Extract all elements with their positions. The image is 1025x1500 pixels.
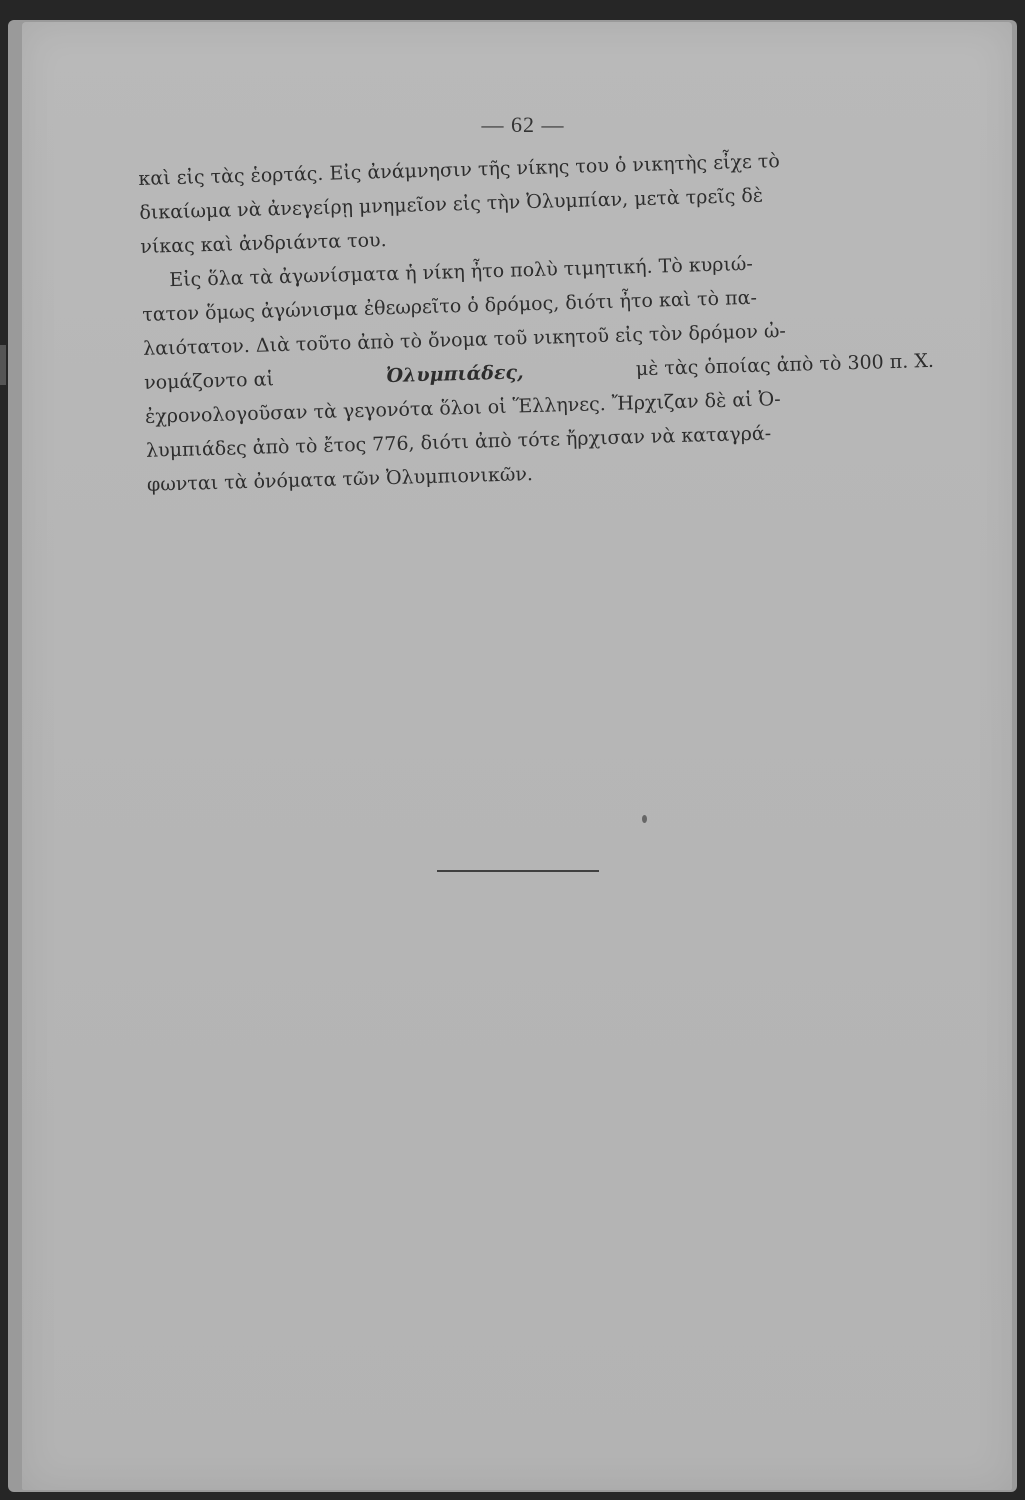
text-line: καὶ εἰς τὰς ἑορτάς. Εἰς ἀνάμνησιν τῆς νίκης του ὁ νικητὴς εἶχε τὸ [138,150,781,190]
text-line: Εἰς ὅλα τὰ ἀγωνίσματα ἡ νίκη ἦτο πολὺ τιμητική. Τὸ κυριώ- [169,252,754,292]
text-line: φωνται τὰ ὀνόματα τῶν Ὀλυμπιονικῶν. [146,463,534,496]
ink-spot [642,815,647,823]
text-fragment: μὲ τὰς ὁποίας ἀπὸ τὸ 300 π. Χ. [635,349,935,381]
text-line: τατον ὅμως ἀγώνισμα ἐθεωρεῖτο ὁ δρόμος, διότι ἦτο καὶ τὸ πα- [141,286,758,326]
page-number: — 62 — [481,112,565,137]
body-text [138,140,937,502]
text-line: δικαίωμα νὰ ἀνεγείρῃ μνημεῖον εἰς τὴν Ὀλυμπίαν, μετὰ τρεῖς δὲ [139,184,764,224]
text-line: λαιότατον. Διὰ τοῦτο ἀπὸ τὸ ὄνομα τοῦ νικητοῦ εἰς τὸν δρόμον ὠ- [142,319,787,360]
emphasized-term: Ὀλυμπιάδες, [385,361,524,388]
text-line: λυμπιάδες ἀπὸ τὸ ἔτος 776, διότι ἀπὸ τότε ἤρχισαν νὰ καταγρά- [145,422,772,462]
binding-mark [0,345,6,385]
text-fragment: νομάζοντο αἱ [143,368,275,394]
book-page [22,22,1012,1490]
text-line: ἐχρονολογοῦσαν τὰ γεγονότα ὅλοι οἱ Ἕλληνες. Ἤρχιζαν δὲ αἱ Ὀ- [144,388,781,428]
section-end-rule [437,870,599,872]
text-line: νίκας καὶ ἀνδριάντα του. [140,229,387,258]
